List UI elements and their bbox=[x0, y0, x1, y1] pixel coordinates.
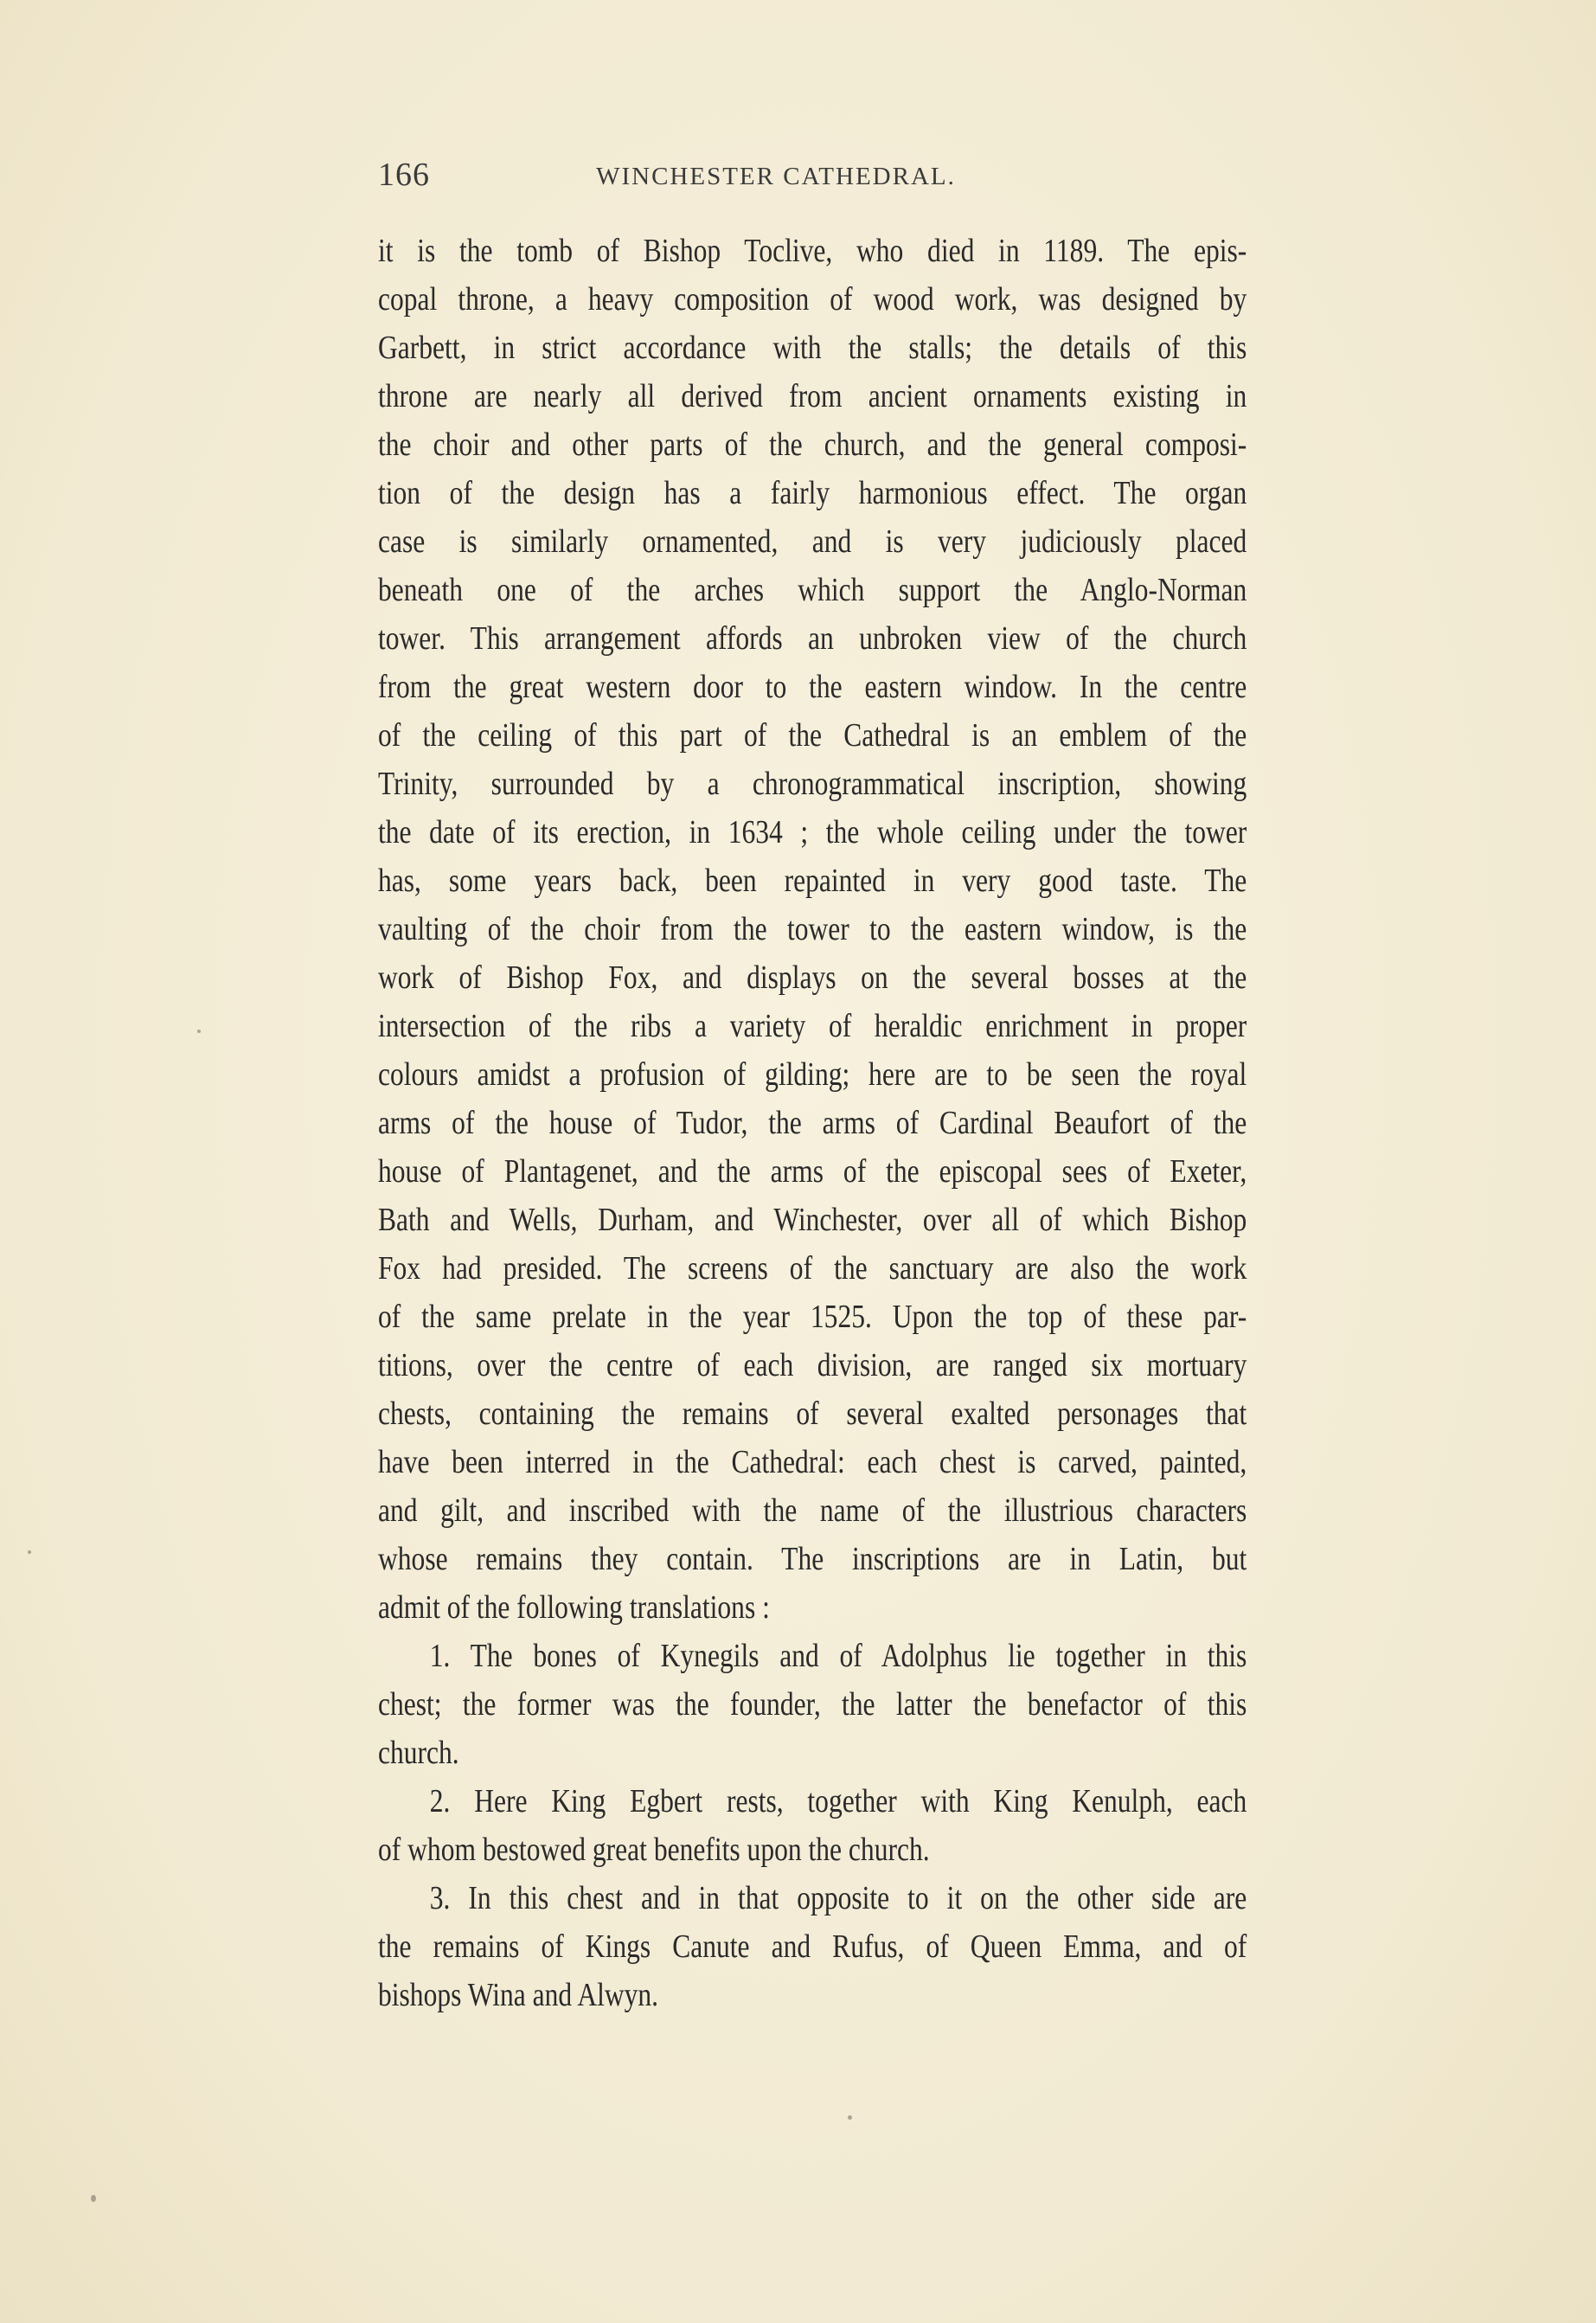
paper-speck bbox=[28, 1550, 31, 1554]
text-line: admit of the following translations : bbox=[378, 1589, 770, 1626]
paper-speck bbox=[197, 1030, 201, 1033]
text-line: throne are nearly all derived from ancient ornaments existing in bbox=[378, 378, 1247, 414]
text-line: the date of its erection, in 1634 ; the whole ceiling under the tower bbox=[378, 814, 1247, 850]
text-line: chest; the former was the founder, the latter the benefactor of this bbox=[378, 1686, 1247, 1723]
text-line: Garbett, in strict accordance with the stalls; the details of this bbox=[378, 330, 1247, 366]
text-line: beneath one of the arches which support the Anglo-Norman bbox=[378, 572, 1247, 608]
text-line: of the ceiling of this part of the Cathedral is an emblem of the bbox=[378, 717, 1247, 754]
page-header bbox=[378, 156, 1151, 199]
text-line: work of Bishop Fox, and displays on the several bosses at the bbox=[378, 959, 1247, 996]
text-line: tion of the design has a fairly harmonious effect. The organ bbox=[378, 475, 1247, 511]
paper-speck bbox=[848, 2115, 852, 2120]
text-line: it is the tomb of Bishop Toclive, who died in 1189. The epis- bbox=[378, 233, 1247, 269]
paper-speck bbox=[91, 2195, 96, 2202]
text-line: has, some years back, been repainted in very good taste. The bbox=[378, 863, 1247, 899]
text-line: intersection of the ribs a variety of heraldic enrichment in proper bbox=[378, 1008, 1247, 1044]
text-line: of the same prelate in the year 1525. Upon the top of these par- bbox=[378, 1299, 1247, 1335]
text-line: case is similarly ornamented, and is very judiciously placed bbox=[378, 523, 1247, 560]
list-item-2-line: 2. Here King Egbert rests, together with King Kenulph, each bbox=[429, 1783, 1247, 1819]
text-line: Bath and Wells, Durham, and Winchester, over all of which Bishop bbox=[378, 1202, 1247, 1238]
body-text bbox=[378, 227, 1247, 2019]
page-number: 166 bbox=[378, 157, 430, 193]
text-line: Fox had presided. The screens of the sanctuary are also the work bbox=[378, 1250, 1247, 1287]
text-line: and gilt, and inscribed with the name of the illustrious characters bbox=[378, 1492, 1247, 1529]
text-line: house of Plantagenet, and the arms of the episcopal sees of Exeter, bbox=[378, 1153, 1247, 1190]
text-line: bishops Wina and Alwyn. bbox=[378, 1977, 659, 2013]
text-line: vaulting of the choir from the tower to the eastern window, is the bbox=[378, 911, 1247, 947]
text-line: tower. This arrangement affords an unbroken view of the church bbox=[378, 620, 1247, 657]
text-line: colours amidst a profusion of gilding; here are to be seen the royal bbox=[378, 1056, 1247, 1093]
text-line: church. bbox=[378, 1735, 459, 1771]
list-item-3-line: 3. In this chest and in that opposite to it on the other side are bbox=[429, 1880, 1247, 1916]
text-line: the remains of Kings Canute and Rufus, of Queen Emma, and of bbox=[378, 1928, 1247, 1965]
text-line: chests, containing the remains of several exalted personages that bbox=[378, 1396, 1247, 1432]
text-line: the choir and other parts of the church, and the general composi- bbox=[378, 427, 1247, 463]
text-line: arms of the house of Tudor, the arms of Cardinal Beaufort of the bbox=[378, 1105, 1247, 1141]
text-line: from the great western door to the eastern window. In the centre bbox=[378, 669, 1247, 705]
text-line: of whom bestowed great benefits upon the church. bbox=[378, 1832, 930, 1868]
text-line: titions, over the centre of each division, are ranged six mortuary bbox=[378, 1347, 1247, 1383]
running-title: WINCHESTER CATHEDRAL. bbox=[596, 163, 956, 190]
text-line: whose remains they contain. The inscriptions are in Latin, but bbox=[378, 1541, 1247, 1577]
text-line: Trinity, surrounded by a chronogrammatical inscription, showing bbox=[378, 766, 1247, 802]
list-item-1-line: 1. The bones of Kynegils and of Adolphus lie together in this bbox=[429, 1638, 1247, 1674]
text-line: copal throne, a heavy composition of wood work, was designed by bbox=[378, 281, 1247, 318]
text-line: have been interred in the Cathedral: each chest is carved, painted, bbox=[378, 1444, 1247, 1480]
